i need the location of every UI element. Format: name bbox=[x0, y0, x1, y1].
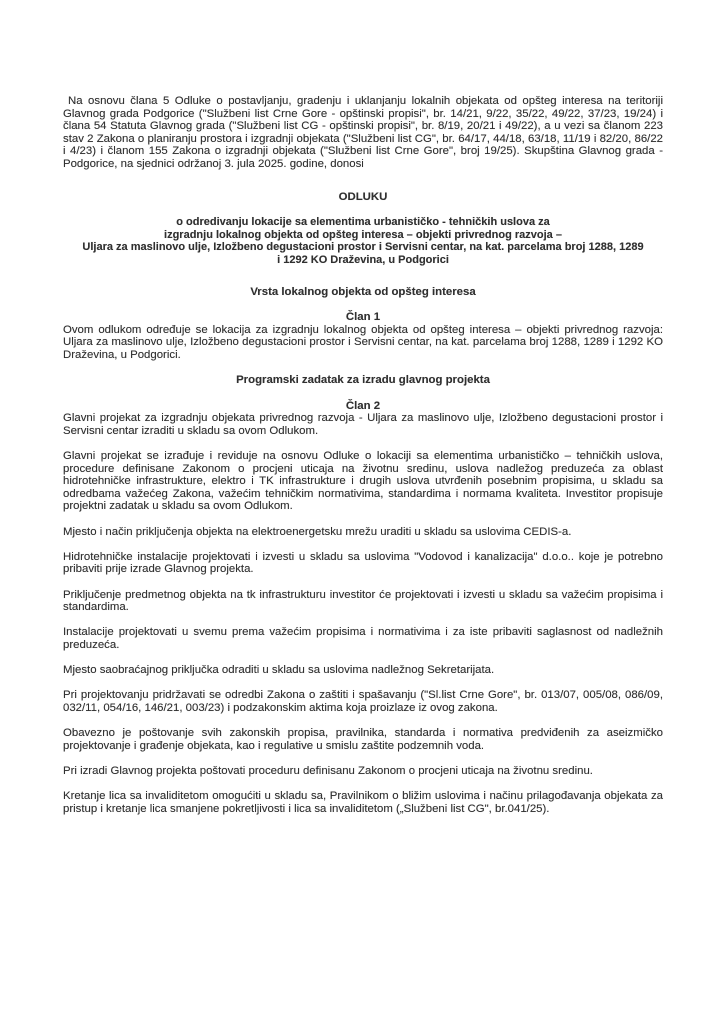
article-2-paragraph: Mjesto saobraćajnog priključka odraditi u skladu sa uslovima nadležnog Sekretarijata. bbox=[63, 664, 495, 677]
article-2-paragraph: Hidrotehničke instalacije projektovati i izvesti u skladu sa uslovima "Vodovod i kanalizacija" d.o.o.. koje je potrebno pribaviti prije izrade Glavnog projekta. bbox=[63, 550, 663, 576]
article-2-paragraph: Instalacije projektovati u svemu prema važećim propisima i normativima i za iste pribaviti saglasnost od nadležnih preduzeća. bbox=[63, 626, 663, 651]
article-2-heading: Član 2 bbox=[345, 399, 381, 412]
document-content bbox=[63, 95, 663, 828]
decree-subtitle-line-1: o odredivanju lokacije sa elementima urbanističko - tehničkih uslova za bbox=[176, 216, 550, 229]
article-2-paragraph: Mjesto i način priključenja objekta na elektroenergetsku mrežu uraditi u skladu sa uslovima CEDIS-a. bbox=[63, 525, 572, 538]
section-heading-program-task: Programski zadatak za izradu glavnog projekta bbox=[236, 374, 490, 387]
article-2-paragraph: Pri projektovanju pridržavati se odredbi Zakona o zaštiti i spašavanju ("Sl.list Crne Gore", br. 013/07, 005/08, 086/09, 032/11, 054/16, 146/21, 003/23) i podzakonskim aktima koja proizlaze iz ovog zakona. bbox=[63, 689, 663, 714]
article-2-paragraph: Glavni projekat za izgradnju objekata privrednog razvoja - Uljara za maslinovo ulje, Izložbeno degustacioni prostor i Servisni centar izraditi u skladu sa ovom Odlukom. bbox=[63, 412, 663, 437]
article-1-body: Ovom odlukom određuje se lokacija za izgradnju lokalnog objekta od opšteg interesa – objekti privrednog razvoja: Uljara za maslinovo ulje, Izložbeno degustacioni prostor i Servisni centar, na kat. parcelama broj 1288, 1289 i 1292 KO Draževina, u Podgorici. bbox=[63, 323, 663, 361]
intro-paragraph: Na osnovu člana 5 Odluke o postavljanju, gradenju i uklanjanju lokalnih objekata od opšteg interesa na teritoriji Glavnog grada Podgorice ("Službeni list Crne Gore - opštinski propisi", br. 14/21, 9/22, 35/22, 49/22, 37/23, 19/24) i člana 54 Statuta Glavnog grada ("Službeni list CG - opštinski propisi", br. 8/19, 20/21 i 49/22), a u vezi sa članom 223 stav 2 Zakona o planiranju prostora i izgradnji objekata ("Službeni list CG", br. 64/17, 44/18, 63/18, 11/19 i 82/20, 86/22 i 4/23) i članom 155 Zakona o izgradnji objekata ("Službeni list Crne Gore", broj 19/25). Skupština Glavnog grada - Podgorice, na sjednici održanoj 3. jula 2025. godine, donosi bbox=[63, 95, 663, 170]
article-1-heading: Član 1 bbox=[345, 311, 381, 324]
article-2-paragraph: Kretanje lica sa invaliditetom omogućiti u skladu sa, Pravilnikom o bližim uslovima i načinu prilagođavanja objekata za pristup i kretanje lica smanjene pokretljivosti i lica sa invaliditetom („Službeni list CG", br.041/25). bbox=[63, 790, 663, 815]
article-2-paragraph: Obavezno je poštovanje svih zakonskih propisa, pravilnika, standarda i normativa predviđenih za aseizmičko projektovanje i građenje objekata, kao i regulative u smislu zaštite podzemnih voda. bbox=[63, 727, 663, 752]
decree-title: ODLUKU bbox=[338, 190, 388, 203]
decree-subtitle-line-2: izgradnju lokalnog objekta od opšteg interesa – objekti privrednog razvoja – bbox=[164, 228, 562, 241]
article-2-paragraph: Glavni projekat se izrađuje i reviduje na osnovu Odluke o lokaciji sa elementima urbanističko – tehničkih uslova, procedure definisane Zakonom o procjeni uticaja na životnu sredinu, uslova nadležog preduzeća za oblast hidrotehničke infrastrukture, elektro i TK infrastrukture i drugih uslova utvrđenih posebnim propisima, u skladu sa odredbama važećeg Zakona, važećim tehničkim normativima, standardima i normama kvaliteta. Investitor propisuje projektni zadatak u skladu sa ovom Odlukom. bbox=[63, 450, 663, 513]
decree-subtitle-line-4: i 1292 KO Draževina, u Podgorici bbox=[277, 253, 449, 266]
article-2-paragraph: Pri izradi Glavnog projekta poštovati proceduru definisanu Zakonom o procjeni uticaja na životnu sredinu. bbox=[63, 764, 593, 777]
section-heading-object-type: Vrsta lokalnog objekta od opšteg interesa bbox=[250, 285, 476, 298]
article-2-paragraph: Priključenje predmetnog objekta na tk infrastrukturu investitor će projektovati i izvesti u skladu sa važećim propisima i standardima. bbox=[63, 588, 663, 614]
decree-subtitle-line-3: Uljara za maslinovo ulje, Izložbeno degustacioni prostor i Servisni centar, na kat. parcelama broj 1288, 1289 bbox=[82, 241, 644, 254]
decree-subtitle bbox=[63, 216, 663, 266]
